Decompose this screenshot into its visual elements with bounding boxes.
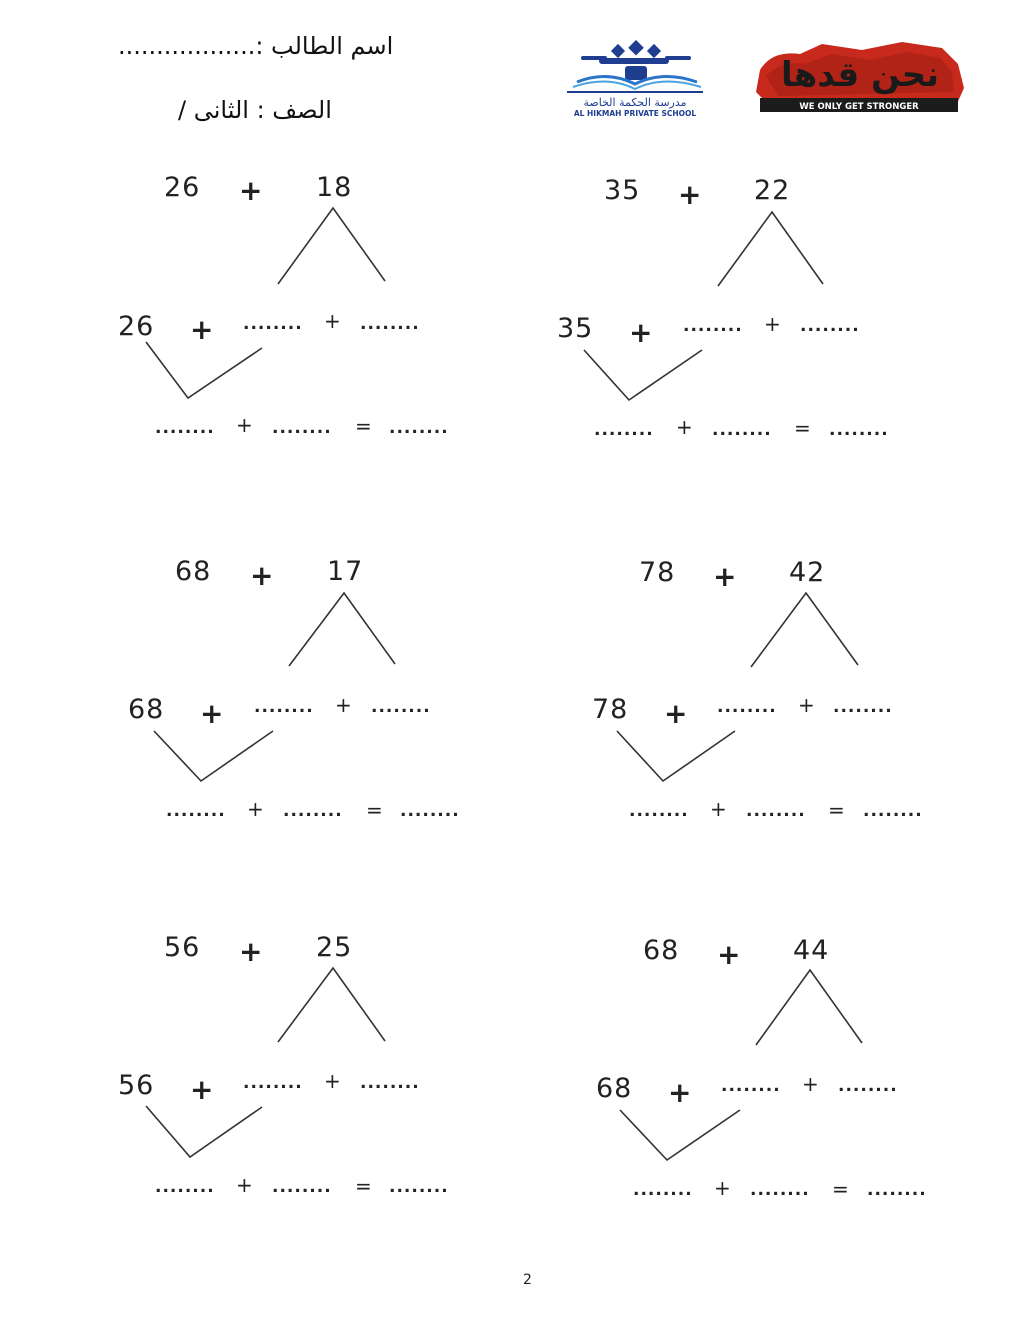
split-line-6 [756, 970, 862, 1045]
class-label: الصف : الثانى / [178, 96, 332, 124]
plus-sign: + [247, 797, 264, 821]
plus-sign: + [798, 693, 815, 717]
answer-blank[interactable]: ........ [833, 697, 893, 717]
split-line-3 [289, 593, 395, 666]
answer-blank[interactable]: ........ [389, 1177, 449, 1197]
addend-a-repeat: 78 [592, 694, 629, 725]
page-number: 2 [523, 1272, 532, 1288]
answer-blank[interactable]: ........ [254, 697, 314, 717]
campaign-en: WE ONLY GET STRONGER [799, 102, 919, 112]
answer-blank[interactable]: ........ [683, 316, 743, 336]
plus-sign: + [335, 693, 352, 717]
merge-line-3 [154, 731, 273, 781]
addend-a: 26 [164, 172, 201, 203]
answer-blank[interactable]: ........ [633, 1180, 693, 1200]
answer-blank[interactable]: ........ [863, 801, 923, 821]
answer-blank[interactable]: ........ [155, 1177, 215, 1197]
plus-sign: + [668, 1076, 692, 1109]
answer-blank[interactable]: ........ [750, 1180, 810, 1200]
addend-a: 68 [643, 935, 680, 966]
addend-b: 42 [789, 557, 826, 588]
answer-blank[interactable]: ........ [746, 801, 806, 821]
addend-a: 35 [604, 175, 641, 206]
addend-a-repeat: 68 [596, 1073, 633, 1104]
plus-sign: + [714, 1176, 731, 1200]
addend-b: 18 [316, 172, 353, 203]
addend-a: 78 [639, 557, 676, 588]
equals-sign: = [832, 1177, 849, 1201]
split-line-5 [278, 968, 385, 1042]
plus-sign: + [664, 697, 688, 730]
answer-blank[interactable]: ........ [712, 420, 772, 440]
answer-blank[interactable]: ........ [838, 1076, 898, 1096]
plus-sign: + [629, 316, 653, 349]
addend-b: 22 [754, 175, 791, 206]
answer-blank[interactable]: ........ [721, 1076, 781, 1096]
answer-blank[interactable]: ........ [371, 697, 431, 717]
addend-a-repeat: 56 [118, 1070, 155, 1101]
plus-sign: + [324, 309, 341, 333]
campaign-ar: نحن قدها [781, 55, 939, 95]
equals-sign: = [794, 416, 811, 440]
merge-line-4 [617, 731, 735, 781]
addend-a-repeat: 68 [128, 694, 165, 725]
answer-blank[interactable]: ........ [594, 420, 654, 440]
plus-sign: + [717, 938, 741, 971]
plus-sign: + [676, 415, 693, 439]
school-name-en: AL HIKMAH PRIVATE SCHOOL [573, 109, 697, 118]
merge-line-1 [146, 342, 262, 398]
equals-sign: = [366, 798, 383, 822]
addend-a: 56 [164, 932, 201, 963]
answer-blank[interactable]: ........ [272, 418, 332, 438]
addend-a: 68 [175, 556, 212, 587]
answer-blank[interactable]: ........ [155, 418, 215, 438]
plus-sign: + [250, 559, 274, 592]
addend-b: 25 [316, 932, 353, 963]
answer-blank[interactable]: ........ [800, 316, 860, 336]
split-line-2 [718, 212, 823, 286]
split-line-4 [751, 593, 858, 667]
addend-b: 44 [793, 935, 830, 966]
answer-blank[interactable]: ........ [360, 314, 420, 334]
plus-sign: + [713, 560, 737, 593]
plus-sign: + [764, 312, 781, 336]
addend-b: 17 [327, 556, 364, 587]
plus-sign: + [710, 797, 727, 821]
equals-sign: = [355, 414, 372, 438]
plus-sign: + [324, 1069, 341, 1093]
addend-a-repeat: 26 [118, 311, 155, 342]
split-line-1 [278, 208, 385, 284]
answer-blank[interactable]: ........ [166, 801, 226, 821]
plus-sign: + [239, 935, 263, 968]
equals-sign: = [355, 1174, 372, 1198]
plus-sign: + [190, 313, 214, 346]
student-name-label: اسم الطالب :.................. [118, 32, 394, 60]
answer-blank[interactable]: ........ [717, 697, 777, 717]
answer-blank[interactable]: ........ [243, 314, 303, 334]
plus-sign: + [239, 174, 263, 207]
answer-blank[interactable]: ........ [272, 1177, 332, 1197]
plus-sign: + [678, 178, 702, 211]
answer-blank[interactable]: ........ [283, 801, 343, 821]
addend-a-repeat: 35 [557, 313, 594, 344]
answer-blank[interactable]: ........ [829, 420, 889, 440]
answer-blank[interactable]: ........ [360, 1073, 420, 1093]
merge-line-5 [146, 1106, 262, 1157]
plus-sign: + [236, 413, 253, 437]
plus-sign: + [190, 1073, 214, 1106]
answer-blank[interactable]: ........ [389, 418, 449, 438]
plus-sign: + [200, 697, 224, 730]
equals-sign: = [828, 798, 845, 822]
plus-sign: + [236, 1173, 253, 1197]
school-name-ar: مدرسة الحكمة الخاصة [583, 96, 687, 109]
answer-blank[interactable]: ........ [400, 801, 460, 821]
merge-line-6 [620, 1110, 740, 1160]
answer-blank[interactable]: ........ [629, 801, 689, 821]
merge-line-2 [584, 350, 702, 400]
answer-blank[interactable]: ........ [243, 1073, 303, 1093]
plus-sign: + [802, 1072, 819, 1096]
answer-blank[interactable]: ........ [867, 1180, 927, 1200]
